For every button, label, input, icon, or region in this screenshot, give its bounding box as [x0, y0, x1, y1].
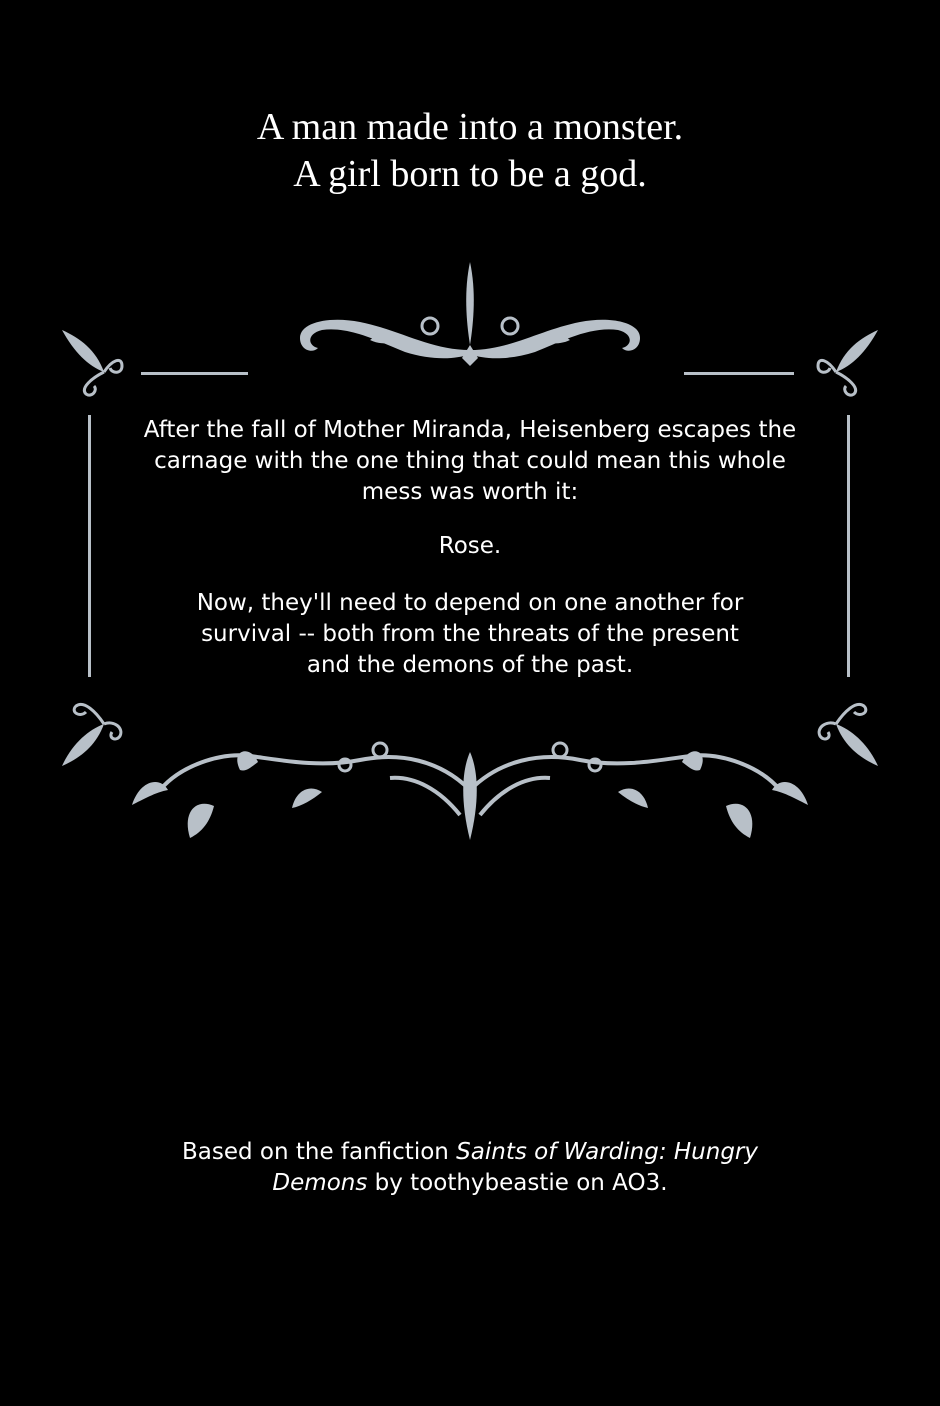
frame-bar-left	[88, 415, 91, 677]
frame-bar-right	[847, 415, 850, 677]
credit-title-part-2: Demons	[272, 1170, 368, 1196]
synopsis-line: Now, they'll need to depend on one another for	[196, 590, 744, 616]
tagline-line-2: A girl born to be a god.	[293, 153, 647, 195]
credit-line	[120, 1137, 820, 1199]
corner-leaf-bottom-right-icon	[819, 704, 878, 766]
synopsis-line: Rose.	[438, 533, 502, 559]
synopsis-line: survival -- both from the threats of the present	[201, 621, 739, 647]
frame-bar-top-left	[141, 372, 248, 375]
corner-leaf-top-right-icon	[818, 330, 878, 395]
tagline-line-1: A man made into a monster.	[256, 106, 684, 148]
tagline	[0, 104, 940, 198]
flourish-top-icon	[300, 262, 640, 366]
synopsis-paragraph-2	[110, 531, 830, 562]
credit-prefix: Based on the fanfiction	[181, 1139, 457, 1165]
frame-bar-top-right	[684, 372, 794, 375]
synopsis-paragraph-1	[110, 415, 830, 508]
credit-title-part-1: Saints of Warding: Hungry	[456, 1139, 759, 1165]
credit-suffix: by toothybeastie on AO3.	[367, 1170, 668, 1196]
synopsis-line: carnage with the one thing that could mean this whole	[154, 448, 786, 474]
flourish-bottom-icon	[132, 743, 808, 840]
corner-leaf-bottom-left-icon	[62, 704, 121, 766]
synopsis-paragraph-3	[110, 588, 830, 681]
synopsis-line: After the fall of Mother Miranda, Heisenberg escapes the	[143, 417, 797, 443]
synopsis-line: mess was worth it:	[361, 479, 579, 505]
synopsis-line: and the demons of the past.	[306, 652, 634, 678]
corner-leaf-top-left-icon	[62, 330, 122, 395]
